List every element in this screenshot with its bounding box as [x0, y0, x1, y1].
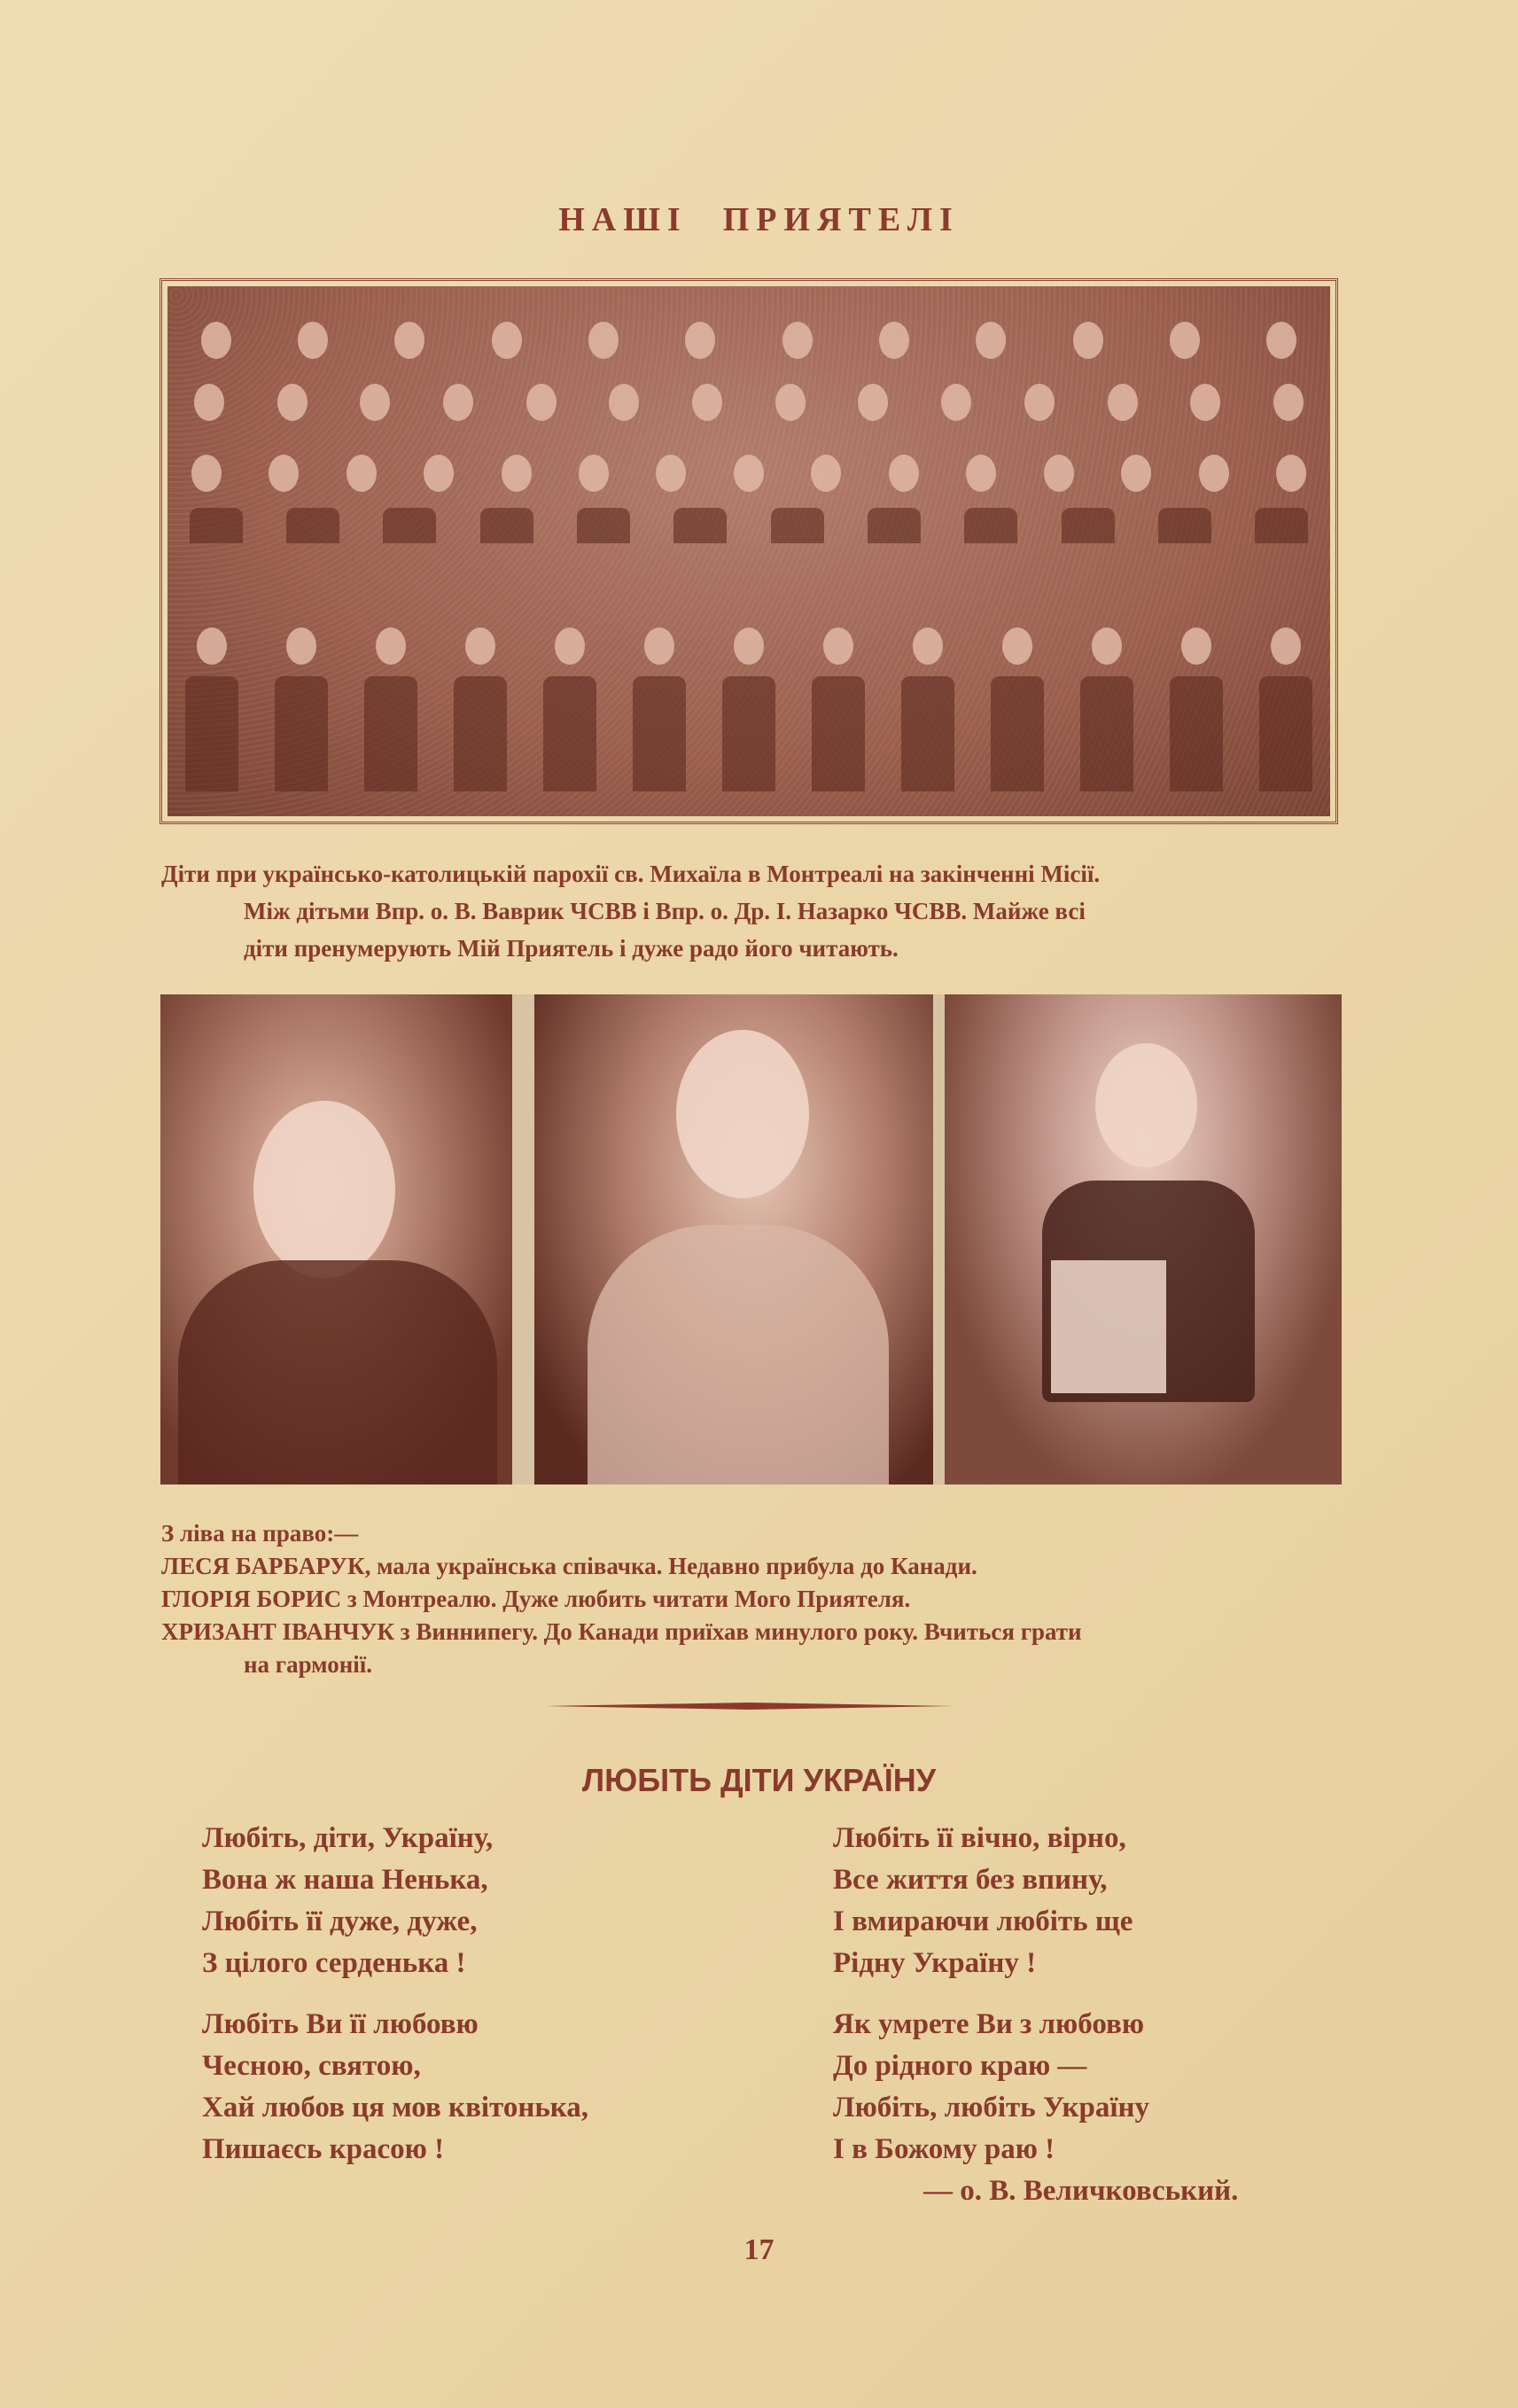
poem-stanza-2	[202, 2004, 698, 2170]
photo-row	[167, 384, 1330, 421]
poem-line: Пишаєсь красою !	[202, 2133, 445, 2165]
page-heading	[0, 200, 1518, 239]
photo-row	[167, 676, 1330, 791]
poem-stanza-4	[833, 2004, 1329, 2170]
poem-line: Любіть, діти, Україну,	[202, 1822, 494, 1854]
heading-word-1: НАШІ	[558, 201, 688, 238]
poem-title: ЛЮБІТЬ ДІТИ УКРАЇНУ	[581, 1762, 937, 1798]
caption-line: Між дітьми Впр. о. В. Ваврик ЧСВВ і Впр. о. Др. І. Назарко ЧСВВ. Майже всі	[244, 898, 1086, 924]
poem-line: Чесною, святою,	[202, 2050, 421, 2082]
photo-row	[167, 455, 1330, 492]
caption-line: ЛЕСЯ БАРБАРУК, мала українська співачка. Недавно прибула до Канади.	[161, 1553, 977, 1579]
poem-line: Як умрете Ви з любовю	[833, 2008, 1145, 2040]
poem-author: — о. В. Величковський.	[923, 2175, 1239, 2207]
caption-line: діти пренумерують Мій Приятель і дуже радо його читають.	[244, 935, 899, 962]
group-photo	[167, 286, 1330, 816]
portrait-photo-left	[160, 994, 512, 1485]
poem-line: І вмираючи любіть ще	[833, 1905, 1133, 1937]
poem-stanza-3	[833, 1818, 1329, 1984]
group-photo-frame	[160, 278, 1338, 824]
caption-line: ХРИЗАНТ ІВАНЧУК з Виннипегу. До Канади приїхав минулого року. Вчиться грати	[161, 1618, 1082, 1645]
poem-line: Любіть Ви її любовю	[202, 2008, 479, 2040]
poem-line: Любіть її вічно, вірно,	[833, 1822, 1126, 1854]
page-number: 17	[743, 2233, 775, 2266]
poem-line: Вона ж наша Ненька,	[202, 1864, 488, 1896]
photo-separator	[933, 994, 945, 1485]
poem-line: До рідного краю —	[833, 2050, 1087, 2082]
group-photo-caption	[161, 855, 1340, 967]
caption-line: Діти при українсько-католицькій парохії св. Михаїла в Монтреалі на закінченні Місії.	[161, 861, 1101, 887]
poem-line: З цілого серденька !	[202, 1947, 466, 1979]
heading-word-2: ПРИЯТЕЛІ	[722, 201, 960, 238]
poem-stanza-1	[202, 1818, 698, 1984]
photo-separator	[512, 994, 534, 1485]
portraits-caption	[161, 1517, 1344, 1681]
caption-line: З ліва на право:—	[161, 1520, 359, 1547]
poem-line: Хай любов ця мов квітонька,	[202, 2092, 589, 2124]
poem-line: Любіть її дуже, дуже,	[202, 1905, 478, 1937]
photo-row	[167, 627, 1330, 665]
poem-line: Рідну Україну !	[833, 1947, 1037, 1979]
ornamental-divider	[545, 1703, 953, 1710]
poem-line: І в Божому раю !	[833, 2133, 1055, 2165]
portrait-photo-center	[534, 994, 933, 1485]
poem-line: Все життя без впину,	[833, 1864, 1108, 1896]
caption-line: ГЛОРІЯ БОРИС з Монтреалю. Дуже любить читати Мого Приятеля.	[161, 1586, 911, 1612]
caption-line: на гармонії.	[244, 1651, 373, 1678]
photo-row	[167, 508, 1330, 543]
poem-line: Любіть, любіть Україну	[833, 2092, 1150, 2124]
portrait-photo-right	[945, 994, 1342, 1485]
photo-row	[167, 322, 1330, 359]
